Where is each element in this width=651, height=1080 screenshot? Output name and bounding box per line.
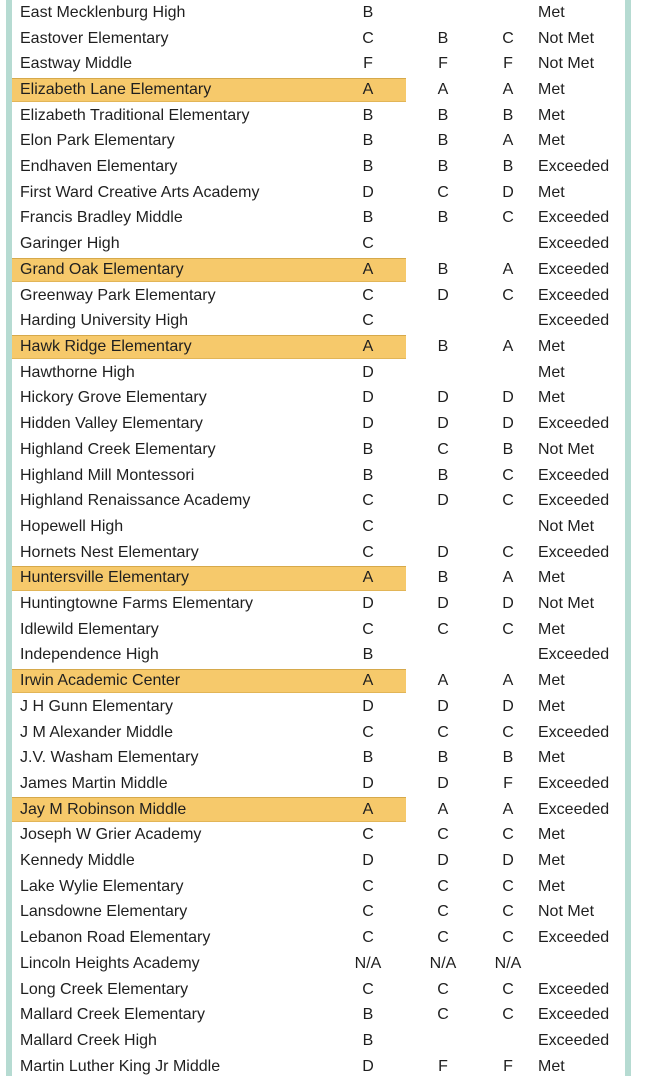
growth-status-cell: Met (538, 3, 565, 21)
growth-status-cell: Exceeded (538, 209, 610, 227)
grade-3-cell: C (502, 1006, 514, 1024)
grade-3-cell: A (502, 132, 514, 150)
grade-2-cell: B (437, 158, 449, 176)
grade-3-cell: D (502, 852, 514, 870)
school-name-cell: J H Gunn Elementary (20, 697, 173, 715)
school-name-cell: Lake Wylie Elementary (20, 877, 184, 895)
grade-1-cell: C (362, 620, 374, 638)
growth-status-cell: Met (538, 569, 565, 587)
grade-3-cell: C (502, 466, 514, 484)
table-row (12, 180, 625, 206)
school-name-cell: Hidden Valley Elementary (20, 415, 203, 433)
grade-1-cell: C (362, 929, 374, 947)
grade-2-cell: B (437, 749, 449, 767)
grade-1-cell: C (362, 543, 374, 561)
growth-status-cell: Exceeded (538, 158, 610, 176)
grade-3-cell: B (502, 749, 514, 767)
growth-status-cell: Not Met (538, 903, 595, 921)
grade-3-cell: C (502, 492, 514, 510)
grade-1-cell: D (362, 1057, 374, 1075)
grade-1-cell: B (362, 646, 374, 664)
grade-2-cell: B (437, 337, 449, 355)
growth-status-cell: Not Met (538, 595, 595, 613)
grade-2-cell: F (438, 1057, 448, 1075)
table-row (12, 308, 625, 334)
school-name-cell: James Martin Middle (20, 774, 168, 792)
grade-2-cell: D (437, 415, 449, 433)
grade-1-cell: D (362, 697, 374, 715)
grade-1-cell: D (362, 595, 374, 613)
table-row (12, 488, 625, 514)
school-name-cell: J M Alexander Middle (20, 723, 173, 741)
grade-3-cell: D (502, 183, 514, 201)
growth-status-cell: Exceeded (538, 800, 610, 818)
growth-status-cell: Met (538, 337, 565, 355)
grade-1-cell: B (362, 158, 374, 176)
table-row (12, 1054, 625, 1080)
grade-1-cell: A (362, 337, 374, 355)
grade-1-cell: C (362, 286, 374, 304)
grade-2-cell: C (437, 620, 449, 638)
grade-2-cell: C (437, 183, 449, 201)
grade-1-cell: A (362, 569, 374, 587)
grade-1-cell: C (362, 517, 374, 535)
growth-status-cell: Exceeded (538, 312, 610, 330)
grade-3-cell: C (502, 723, 514, 741)
school-name-cell: Harding University High (20, 312, 189, 330)
table-row (12, 283, 625, 309)
school-name-cell: Hopewell High (20, 517, 124, 535)
table-body (12, 0, 625, 1080)
school-name-cell: First Ward Creative Arts Academy (20, 183, 260, 201)
table-row (12, 591, 625, 617)
school-name-cell: Lebanon Road Elementary (20, 929, 211, 947)
table-row (12, 900, 625, 926)
grade-3-cell: C (502, 620, 514, 638)
grade-2-cell: B (437, 569, 449, 587)
growth-status-cell: Met (538, 852, 565, 870)
grade-2-cell: A (437, 80, 449, 98)
growth-status-cell: Met (538, 697, 565, 715)
grade-1-cell: C (362, 826, 374, 844)
school-name-cell: Joseph W Grier Academy (20, 826, 202, 844)
school-name-cell: Elon Park Elementary (20, 132, 175, 150)
table-row (12, 745, 625, 771)
grade-2-cell: D (437, 543, 449, 561)
growth-status-cell: Met (538, 183, 565, 201)
growth-status-cell: Met (538, 363, 565, 381)
school-name-cell: Independence High (20, 646, 159, 664)
grade-1-cell: A (362, 260, 374, 278)
table-row (12, 231, 625, 257)
grade-3-cell: A (502, 569, 514, 587)
grade-2-cell: A (437, 800, 449, 818)
table-row (12, 540, 625, 566)
table-row (12, 257, 625, 283)
grade-2-cell: N/A (429, 954, 457, 972)
growth-status-cell: Met (538, 132, 565, 150)
table-row (12, 643, 625, 669)
table-row (12, 0, 625, 26)
school-name-cell: Mallard Creek Elementary (20, 1006, 205, 1024)
growth-status-cell: Exceeded (538, 235, 610, 253)
growth-status-cell: Exceeded (538, 1006, 610, 1024)
table-row (12, 874, 625, 900)
table-row (12, 977, 625, 1003)
grade-1-cell: B (362, 749, 374, 767)
table-row (12, 463, 625, 489)
school-name-cell: Greenway Park Elementary (20, 286, 216, 304)
school-name-cell: Idlewild Elementary (20, 620, 159, 638)
school-name-cell: Long Creek Elementary (20, 980, 189, 998)
growth-status-cell: Exceeded (538, 415, 610, 433)
school-name-cell: Hickory Grove Elementary (20, 389, 207, 407)
table-row (12, 411, 625, 437)
growth-status-cell: Met (538, 877, 565, 895)
grade-3-cell: D (502, 595, 514, 613)
growth-status-cell: Exceeded (538, 466, 610, 484)
grade-3-cell: C (502, 826, 514, 844)
school-name-cell: Mallard Creek High (20, 1031, 157, 1049)
growth-status-cell: Not Met (538, 29, 595, 47)
table-row (12, 334, 625, 360)
grade-2-cell: A (437, 672, 449, 690)
school-name-cell: Hawk Ridge Elementary (20, 337, 192, 355)
table-row (12, 797, 625, 823)
grade-2-cell: C (437, 1006, 449, 1024)
grade-2-cell: D (437, 389, 449, 407)
grade-1-cell: C (362, 903, 374, 921)
grade-3-cell: A (502, 800, 514, 818)
table-row (12, 823, 625, 849)
growth-status-cell: Exceeded (538, 646, 610, 664)
table-row (12, 1002, 625, 1028)
grade-3-cell: D (502, 415, 514, 433)
grade-2-cell: C (437, 929, 449, 947)
grade-1-cell: C (362, 492, 374, 510)
school-name-cell: Jay M Robinson Middle (20, 800, 187, 818)
growth-status-cell: Not Met (538, 517, 595, 535)
grade-3-cell: B (502, 106, 514, 124)
growth-status-cell: Exceeded (538, 980, 610, 998)
grade-2-cell: B (437, 209, 449, 227)
school-name-cell: Endhaven Elementary (20, 158, 178, 176)
growth-status-cell: Exceeded (538, 286, 610, 304)
grade-3-cell: C (502, 877, 514, 895)
grade-2-cell: B (437, 466, 449, 484)
growth-status-cell: Met (538, 80, 565, 98)
table-row (12, 848, 625, 874)
grade-3-cell: A (502, 337, 514, 355)
growth-status-cell: Met (538, 620, 565, 638)
grade-2-cell: B (437, 132, 449, 150)
school-name-cell: Grand Oak Elementary (20, 260, 184, 278)
school-name-cell: Lincoln Heights Academy (20, 954, 200, 972)
grade-3-cell: A (502, 672, 514, 690)
grade-3-cell: B (502, 440, 514, 458)
grade-1-cell: C (362, 312, 374, 330)
table-row (12, 565, 625, 591)
growth-status-cell: Exceeded (538, 774, 610, 792)
grade-2-cell: B (437, 260, 449, 278)
growth-status-cell: Exceeded (538, 543, 610, 561)
grade-1-cell: C (362, 235, 374, 253)
school-name-cell: Eastway Middle (20, 55, 133, 73)
school-name-cell: Huntersville Elementary (20, 569, 189, 587)
grade-3-cell: D (502, 697, 514, 715)
grade-2-cell: C (437, 826, 449, 844)
grade-1-cell: B (362, 440, 374, 458)
grade-2-cell: B (437, 29, 449, 47)
grade-3-cell: C (502, 980, 514, 998)
grade-2-cell: D (437, 774, 449, 792)
table-row (12, 514, 625, 540)
growth-status-cell: Met (538, 749, 565, 767)
growth-status-cell: Met (538, 1057, 565, 1075)
school-name-cell: Elizabeth Lane Elementary (20, 80, 212, 98)
school-name-cell: Martin Luther King Jr Middle (20, 1057, 221, 1075)
grade-2-cell: C (437, 877, 449, 895)
table-row (12, 26, 625, 52)
grade-1-cell: C (362, 29, 374, 47)
table-row (12, 360, 625, 386)
school-name-cell: East Mecklenburg High (20, 3, 186, 21)
growth-status-cell: Met (538, 106, 565, 124)
table-row (12, 720, 625, 746)
grade-1-cell: B (362, 1031, 374, 1049)
grade-1-cell: D (362, 774, 374, 792)
growth-status-cell: Met (538, 389, 565, 407)
table-row (12, 129, 625, 155)
school-name-cell: Irwin Academic Center (20, 672, 181, 690)
school-name-cell: Hawthorne High (20, 363, 135, 381)
grade-2-cell: D (437, 595, 449, 613)
table-row (12, 386, 625, 412)
growth-status-cell: Exceeded (538, 1031, 610, 1049)
table-row (12, 617, 625, 643)
school-name-cell: Kennedy Middle (20, 852, 135, 870)
growth-status-cell: Exceeded (538, 929, 610, 947)
grade-2-cell: C (437, 723, 449, 741)
grade-3-cell: F (503, 1057, 513, 1075)
grade-1-cell: B (362, 1006, 374, 1024)
grade-1-cell: B (362, 209, 374, 227)
grade-1-cell: N/A (354, 954, 382, 972)
school-name-cell: Huntingtowne Farms Elementary (20, 595, 253, 613)
grade-3-cell: C (502, 929, 514, 947)
school-name-cell: Francis Bradley Middle (20, 209, 183, 227)
grade-1-cell: B (362, 132, 374, 150)
grade-3-cell: C (502, 209, 514, 227)
growth-status-cell: Met (538, 672, 565, 690)
grade-1-cell: C (362, 877, 374, 895)
grade-3-cell: C (502, 903, 514, 921)
grade-2-cell: D (437, 852, 449, 870)
grade-1-cell: C (362, 980, 374, 998)
school-name-cell: Garinger High (20, 235, 120, 253)
growth-status-cell: Exceeded (538, 260, 610, 278)
growth-status-cell: Exceeded (538, 492, 610, 510)
growth-status-cell: Met (538, 826, 565, 844)
grade-1-cell: D (362, 363, 374, 381)
grade-2-cell: D (437, 286, 449, 304)
table-row (12, 154, 625, 180)
school-name-cell: Lansdowne Elementary (20, 903, 188, 921)
grade-1-cell: F (363, 55, 373, 73)
table-row (12, 77, 625, 103)
growth-status-cell: Not Met (538, 440, 595, 458)
grade-3-cell: F (503, 774, 513, 792)
grade-1-cell: D (362, 852, 374, 870)
grade-1-cell: A (362, 800, 374, 818)
grade-2-cell: C (437, 440, 449, 458)
grade-2-cell: D (437, 492, 449, 510)
school-name-cell: Highland Mill Montessori (20, 466, 195, 484)
table-row (12, 771, 625, 797)
grade-1-cell: C (362, 723, 374, 741)
table-row (12, 206, 625, 232)
table-row (12, 1028, 625, 1054)
grade-2-cell: D (437, 697, 449, 715)
grade-2-cell: C (437, 980, 449, 998)
school-name-cell: J.V. Washam Elementary (20, 749, 199, 767)
table-row (12, 668, 625, 694)
growth-status-cell: Exceeded (538, 723, 610, 741)
school-name-cell: Eastover Elementary (20, 29, 169, 47)
grade-3-cell: A (502, 260, 514, 278)
grade-1-cell: A (362, 80, 374, 98)
grade-3-cell: C (502, 29, 514, 47)
grade-1-cell: B (362, 466, 374, 484)
table-row (12, 925, 625, 951)
table-row (12, 437, 625, 463)
grade-3-cell: D (502, 389, 514, 407)
school-name-cell: Hornets Nest Elementary (20, 543, 199, 561)
grade-1-cell: D (362, 415, 374, 433)
right-border-accent (625, 0, 631, 1076)
grade-2-cell: C (437, 903, 449, 921)
grade-3-cell: A (502, 80, 514, 98)
school-name-cell: Highland Renaissance Academy (20, 492, 251, 510)
grade-3-cell: C (502, 543, 514, 561)
table-row (12, 951, 625, 977)
grade-1-cell: B (362, 3, 374, 21)
grade-3-cell: C (502, 286, 514, 304)
grade-1-cell: D (362, 183, 374, 201)
growth-status-cell: Not Met (538, 55, 595, 73)
grade-2-cell: F (438, 55, 448, 73)
table-row (12, 51, 625, 77)
grade-3-cell: B (502, 158, 514, 176)
school-name-cell: Elizabeth Traditional Elementary (20, 106, 250, 124)
grade-1-cell: A (362, 672, 374, 690)
grade-3-cell: F (503, 55, 513, 73)
grade-3-cell: N/A (494, 954, 522, 972)
table-row (12, 694, 625, 720)
grade-2-cell: B (437, 106, 449, 124)
grade-1-cell: B (362, 106, 374, 124)
grade-1-cell: D (362, 389, 374, 407)
table-row (12, 103, 625, 129)
school-name-cell: Highland Creek Elementary (20, 440, 216, 458)
